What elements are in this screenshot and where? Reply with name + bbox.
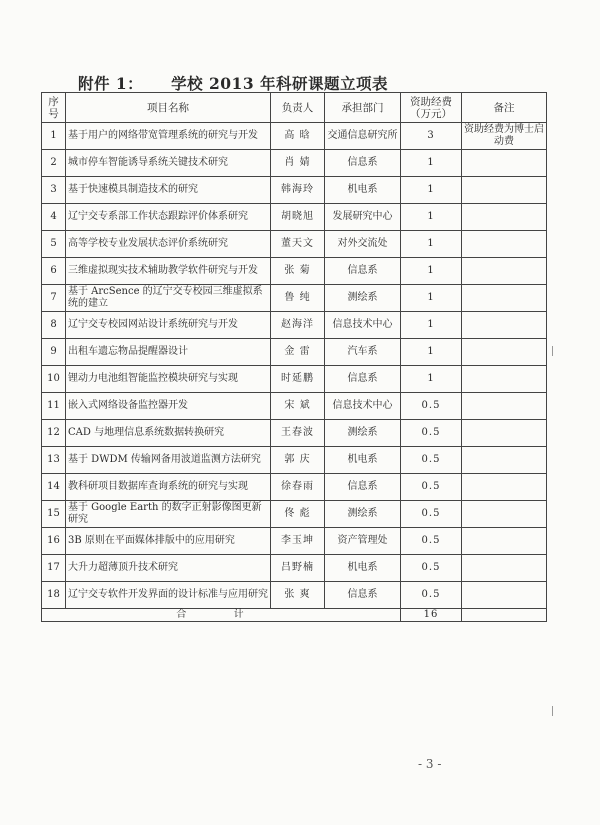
cell-note: 资助经费为博士启动费 [462, 123, 547, 150]
cell-idx: 1 [42, 123, 66, 150]
cell-fund: 1 [401, 312, 462, 339]
cell-dept: 测绘系 [325, 420, 401, 447]
cell-person: 王春波 [271, 420, 325, 447]
cell-project-name: 锂动力电池组智能监控模块研究与实现 [66, 366, 271, 393]
cell-idx: 3 [42, 177, 66, 204]
cell-note [462, 393, 547, 420]
cell-dept: 资产管理处 [325, 528, 401, 555]
cell-person: 高 晗 [271, 123, 325, 150]
cell-person: 宋 斌 [271, 393, 325, 420]
cell-dept: 信息系 [325, 366, 401, 393]
cell-person: 郭 庆 [271, 447, 325, 474]
cell-fund: 0.5 [401, 474, 462, 501]
cell-fund: 0.5 [401, 528, 462, 555]
table-body [42, 123, 547, 609]
cell-fund: 0.5 [401, 447, 462, 474]
cell-note [462, 285, 547, 312]
cell-note [462, 204, 547, 231]
cell-fund: 1 [401, 339, 462, 366]
cell-note [462, 177, 547, 204]
cell-dept: 汽车系 [325, 339, 401, 366]
table-row [42, 312, 547, 339]
cell-dept: 测绘系 [325, 285, 401, 312]
cell-fund: 0.5 [401, 420, 462, 447]
table-row [42, 285, 547, 312]
table-row [42, 501, 547, 528]
col-header-fund: 资助经费（万元） [401, 93, 462, 123]
table-row [42, 555, 547, 582]
cell-fund: 0.5 [401, 501, 462, 528]
cell-note [462, 366, 547, 393]
cell-note [462, 258, 547, 285]
total-note [462, 609, 547, 622]
cell-fund: 3 [401, 123, 462, 150]
table-row [42, 420, 547, 447]
scan-edge-mark [552, 706, 553, 716]
cell-dept: 交通信息研究所 [325, 123, 401, 150]
table-row [42, 366, 547, 393]
cell-dept: 信息系 [325, 474, 401, 501]
cell-idx: 10 [42, 366, 66, 393]
cell-idx: 9 [42, 339, 66, 366]
cell-project-name: 大升力超薄顶升技术研究 [66, 555, 271, 582]
cell-person: 赵海洋 [271, 312, 325, 339]
table-header-row [42, 93, 547, 123]
cell-project-name: 辽宁交专软件开发界面的设计标准与应用研究 [66, 582, 271, 609]
cell-project-name: 辽宁交专系部工作状态跟踪评价体系研究 [66, 204, 271, 231]
cell-idx: 12 [42, 420, 66, 447]
col-header-person: 负责人 [271, 93, 325, 123]
cell-note [462, 528, 547, 555]
cell-person: 金 雷 [271, 339, 325, 366]
cell-idx: 17 [42, 555, 66, 582]
cell-idx: 6 [42, 258, 66, 285]
attachment-label: 附件 1： [78, 74, 144, 93]
cell-idx: 5 [42, 231, 66, 258]
cell-dept: 机电系 [325, 177, 401, 204]
cell-idx: 16 [42, 528, 66, 555]
cell-person: 徐春雨 [271, 474, 325, 501]
cell-person: 李玉坤 [271, 528, 325, 555]
cell-fund: 1 [401, 366, 462, 393]
cell-project-name: 嵌入式网络设备监控器开发 [66, 393, 271, 420]
cell-fund: 1 [401, 285, 462, 312]
cell-idx: 15 [42, 501, 66, 528]
cell-dept: 对外交流处 [325, 231, 401, 258]
table-row [42, 447, 547, 474]
cell-note [462, 420, 547, 447]
table-row [42, 339, 547, 366]
page-number: - 3 - [418, 757, 442, 771]
table-row [42, 177, 547, 204]
cell-project-name: 3B 原则在平面媒体排版中的应用研究 [66, 528, 271, 555]
document-heading [78, 72, 388, 94]
cell-person: 佟 彪 [271, 501, 325, 528]
cell-project-name: 基于 ArcSence 的辽宁交专校园三维虚拟系统的建立 [66, 285, 271, 312]
cell-project-name: 基于 Google Earth 的数字正射影像图更新研究 [66, 501, 271, 528]
cell-note [462, 474, 547, 501]
cell-note [462, 339, 547, 366]
cell-project-name: 基于 DWDM 传输网备用波道监测方法研究 [66, 447, 271, 474]
table-row [42, 258, 547, 285]
cell-note [462, 312, 547, 339]
table-title: 学校 2013 年科研课题立项表 [171, 74, 389, 93]
cell-project-name: 三维虚拟现实技术辅助教学软件研究与开发 [66, 258, 271, 285]
col-header-note: 备注 [462, 93, 547, 123]
cell-note [462, 555, 547, 582]
cell-project-name: 教科研项目数据库查询系统的研究与实现 [66, 474, 271, 501]
cell-project-name: CAD 与地理信息系统数据转换研究 [66, 420, 271, 447]
cell-fund: 0.5 [401, 393, 462, 420]
table-row [42, 393, 547, 420]
table-row [42, 528, 547, 555]
table-row [42, 474, 547, 501]
cell-person: 时延鹏 [271, 366, 325, 393]
cell-person: 吕野楠 [271, 555, 325, 582]
cell-idx: 18 [42, 582, 66, 609]
cell-person: 张 菊 [271, 258, 325, 285]
cell-dept: 测绘系 [325, 501, 401, 528]
cell-note [462, 501, 547, 528]
table-row [42, 231, 547, 258]
cell-dept: 信息系 [325, 258, 401, 285]
cell-fund: 0.5 [401, 582, 462, 609]
cell-person: 肖 婧 [271, 150, 325, 177]
total-fund: 16 [401, 609, 462, 622]
cell-fund: 1 [401, 258, 462, 285]
cell-dept: 信息技术中心 [325, 312, 401, 339]
cell-note [462, 447, 547, 474]
cell-project-name: 出租车遗忘物品提醒器设计 [66, 339, 271, 366]
total-label: 合 计 [42, 609, 401, 622]
cell-fund: 1 [401, 177, 462, 204]
cell-project-name: 辽宁交专校园网站设计系统研究与开发 [66, 312, 271, 339]
cell-note [462, 582, 547, 609]
cell-idx: 11 [42, 393, 66, 420]
cell-fund: 1 [401, 150, 462, 177]
cell-fund: 1 [401, 231, 462, 258]
cell-idx: 13 [42, 447, 66, 474]
cell-person: 胡晓旭 [271, 204, 325, 231]
col-header-dept: 承担部门 [325, 93, 401, 123]
cell-fund: 1 [401, 204, 462, 231]
cell-idx: 14 [42, 474, 66, 501]
col-header-idx: 序号 [42, 93, 66, 123]
cell-person: 张 爽 [271, 582, 325, 609]
cell-person: 董天文 [271, 231, 325, 258]
cell-person: 韩海玲 [271, 177, 325, 204]
cell-project-name: 基于用户的网络带宽管理系统的研究与开发 [66, 123, 271, 150]
scan-edge-mark [552, 346, 553, 356]
cell-fund: 0.5 [401, 555, 462, 582]
cell-project-name: 城市停车智能诱导系统关键技术研究 [66, 150, 271, 177]
table-row [42, 204, 547, 231]
project-table [41, 92, 547, 622]
table-row [42, 123, 547, 150]
cell-dept: 机电系 [325, 447, 401, 474]
cell-project-name: 高等学校专业发展状态评价系统研究 [66, 231, 271, 258]
col-header-name: 项目名称 [66, 93, 271, 123]
cell-idx: 8 [42, 312, 66, 339]
cell-dept: 机电系 [325, 555, 401, 582]
cell-dept: 信息系 [325, 150, 401, 177]
cell-idx: 7 [42, 285, 66, 312]
table-row [42, 582, 547, 609]
cell-project-name: 基于快速模具制造技术的研究 [66, 177, 271, 204]
cell-dept: 信息系 [325, 582, 401, 609]
cell-idx: 4 [42, 204, 66, 231]
cell-dept: 信息技术中心 [325, 393, 401, 420]
cell-person: 鲁 纯 [271, 285, 325, 312]
table-row [42, 150, 547, 177]
total-row [42, 609, 547, 622]
cell-idx: 2 [42, 150, 66, 177]
cell-note [462, 231, 547, 258]
cell-dept: 发展研究中心 [325, 204, 401, 231]
cell-note [462, 150, 547, 177]
